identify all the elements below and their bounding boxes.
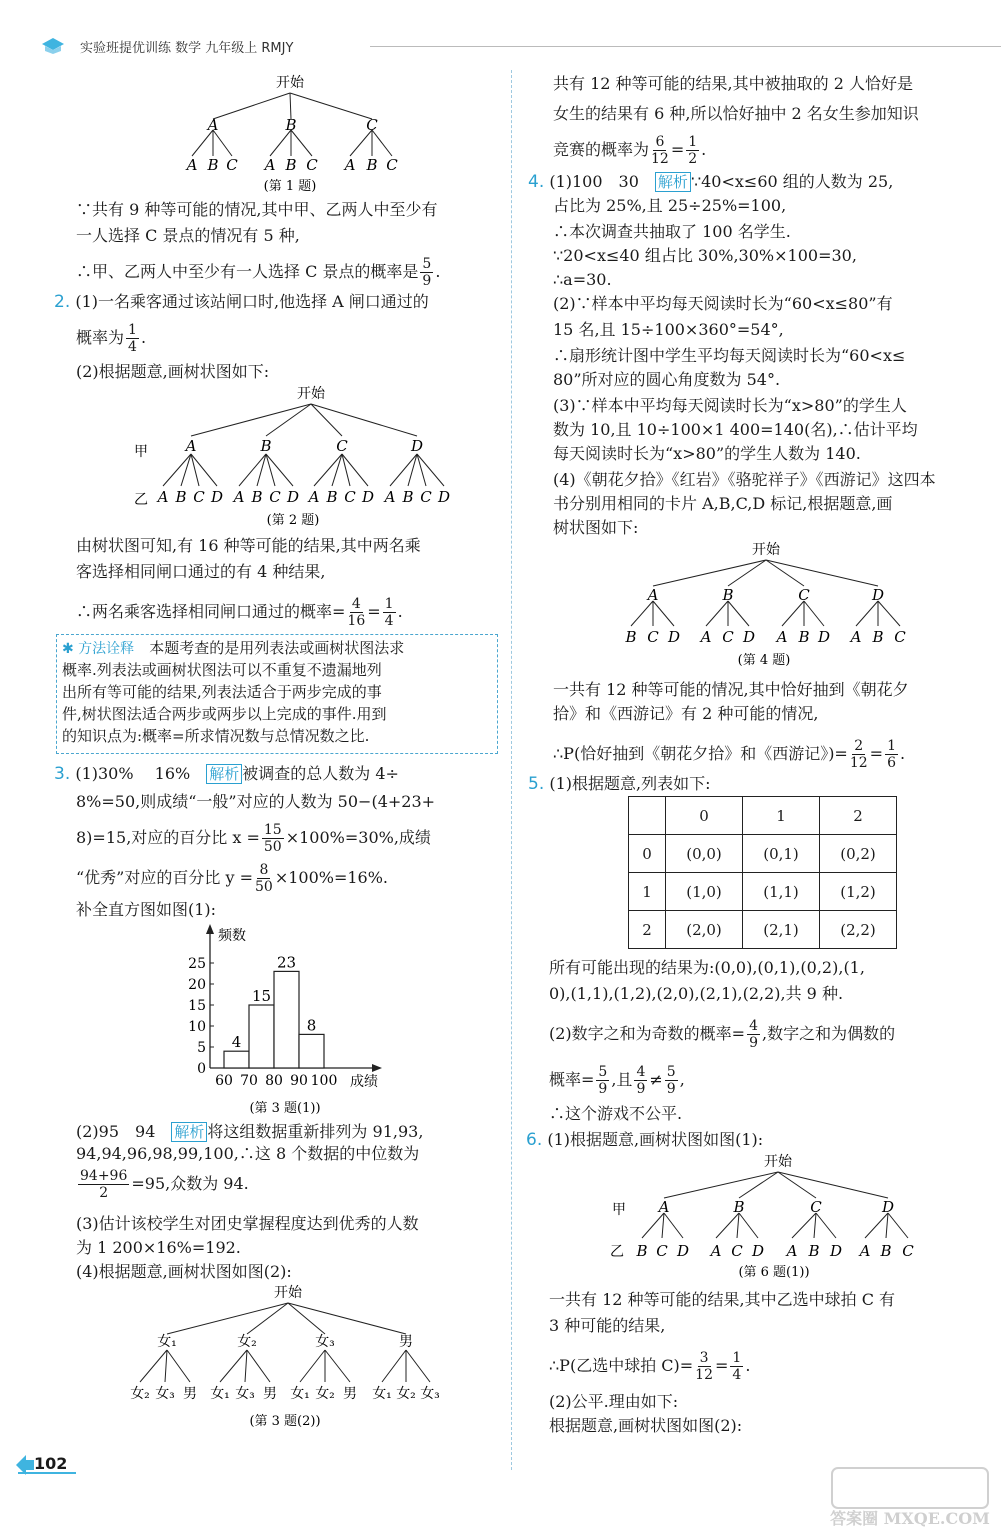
q6-row-label-jia: 甲 [612,1202,626,1218]
q6-line6: 根据题意,画树状图如图(2): [549,1416,743,1435]
q3-line7: 94,94,96,98,99,100,∴这 8 个数据的中位数为 [76,1144,420,1163]
q6-node-b: B [733,1198,745,1216]
q1-leaf: A [344,156,356,174]
table-cell: 2 [629,911,666,949]
page-number: 102 [34,1454,68,1473]
q2-leaf: B [326,488,338,506]
q1-leaf: C [306,156,318,174]
fraction: $\frac{5}{9}$ [422,256,432,289]
analysis-tag: 解析 [655,172,691,192]
hist-bar-label: 23 [276,953,297,972]
q2-line5: 客选择相同闸口通过的有 4 种结果, [76,562,326,581]
q6-line1: 6. (1)根据题意,画树状图如图(1): [526,1130,764,1150]
q6-leaf: D [751,1242,765,1260]
q4-line8: ∴扇形统计图中学生平均每天阅读时长为“60<x≤ [553,346,906,365]
table-cell: 1 [629,873,666,911]
q4-line4: ∵20<x≤40 组占比 30%,30%×100=30, [553,246,857,265]
q4-leaf: B [625,628,637,646]
fraction: $\frac{1}{2}$ [688,134,698,167]
table-cell: (0,1) [743,835,820,873]
fraction: $\frac{15}{50}$ [263,822,282,855]
table-cell: 0 [629,835,666,873]
q6-leaf: B [880,1242,892,1260]
q4-leaf: C [722,628,734,646]
hist-x-tick-label: 60 [215,1073,233,1089]
q4-line13: (4)《朝花夕拾》《红岩》《骆驼祥子》《西游记》这四本 [553,470,936,489]
fraction: $\frac{2}{12}$ [849,738,868,771]
q3-leaf: 女₁ [210,1386,230,1402]
method-line4: 件,树状图法适合两步或两步以上完成的事件.用到 [62,705,387,723]
q2-node-d: D [410,437,424,455]
q4-number: 4. [528,172,545,192]
hist-bar-label: 4 [231,1033,242,1052]
q2-leaf: C [269,488,281,506]
header-rule [370,46,1001,47]
q6-tree-root: 开始 [764,1154,792,1170]
hist-y-tick-label: 20 [188,977,206,993]
q1-node-a: A [207,116,219,134]
q2-leaf: B [251,488,263,506]
q6-leaf: D [829,1242,843,1260]
hist-x-tick-label: 90 [290,1073,308,1089]
q2-leaf: C [193,488,205,506]
q6-node-c: C [810,1198,822,1216]
q6-node-d: D [881,1198,895,1216]
q4-leaf: B [798,628,810,646]
q4-line7: 15 名,且 15÷100×360°=54°, [553,320,784,339]
q4-node-d: D [871,586,885,604]
hist-x-tick-label: 100 [310,1073,338,1089]
q4-line6: (2)∵样本中平均每天阅读时长为“60<x≤80”有 [553,294,893,313]
q3-line6: (2)95 94 解析 将这组数据重新排列为 91,93, [76,1122,424,1141]
q4-node-b: B [722,586,734,604]
q3-line8: $\frac{94+96}{2}$ =95,众数为 94. [80,1168,249,1201]
q6-line2: 一共有 12 种等可能的结果,其中乙选中球拍 C 有 [549,1290,896,1309]
q2-row-label-jia: 甲 [134,444,148,460]
q5-line1: 5. (1)根据题意,列表如下: [528,774,711,794]
fraction: $\frac{6}{12}$ [651,134,669,167]
q2-leaf: D [437,488,451,506]
hist-bar [249,1005,274,1068]
q4-leaf: C [894,628,906,646]
q4-line16: 一共有 12 种等可能的情况,其中恰好抽到《朝花夕 [553,680,909,699]
q3-line9: (3)估计该校学生对团史掌握程度达到优秀的人数 [76,1214,419,1233]
q2-leaf: A [384,488,396,506]
q4-line1: 4. (1)100 30 解析 ∵40<x≤60 组的人数为 25, [528,172,894,192]
q2-leaf: A [157,488,169,506]
q4-leaf: C [647,628,659,646]
fraction: $\frac{1}{4}$ [128,322,137,355]
q3c-line3: 竞赛的概率为 $\frac{6}{12}$ = $\frac{1}{2}$ . [553,134,707,167]
q2-tree-root: 开始 [297,386,325,402]
method-tag: ✱ 方法诠释 [62,641,135,657]
q4-leaf: B [872,628,884,646]
q4-tree-diagram [606,538,922,670]
hist-bar [274,971,299,1068]
q2-line2: 概率为 $\frac{1}{4}$ . [76,322,147,355]
q4-line10: (3)∵样本中平均每天阅读时长为“x>80”的学生人 [553,396,907,415]
q6-leaf: A [710,1242,722,1260]
table-cell: 0 [666,797,743,835]
table-cell: (2,0) [666,911,743,949]
q4-leaf: D [667,628,681,646]
q1-leaf: C [226,156,238,174]
q4-line17: 拾》和《西游记》有 2 种可能的情况, [553,704,819,723]
q2-leaf: C [344,488,356,506]
q3-leaf: 女₃ [420,1386,440,1402]
hist-y-arrow [206,924,214,934]
q4-line5: ∴a=30. [553,270,612,289]
q4-tree-caption: (第 4 题) [737,653,791,668]
analysis-tag: 解析 [171,1122,207,1142]
q6-leaf: A [786,1242,798,1260]
q2-line4: 由树状图可知,有 16 种等可能的结果,其中两名乘 [76,536,421,555]
q1-node-c: C [366,116,378,134]
q3c-line2: 女生的结果有 6 种,所以恰好抽中 2 名女生参加知识 [553,104,919,123]
q2-row-label-yi: 乙 [134,492,148,508]
q2-tree-diagram [128,382,458,530]
q5-line6: ∴这个游戏不公平. [549,1104,683,1123]
q2-number: 2. [54,292,71,312]
q2-leaf: D [286,488,300,506]
q3-tree-caption: (第 3 题(2)) [249,1414,321,1429]
q2-leaf: B [402,488,414,506]
q3-leaf: 男 [343,1386,357,1402]
q4-tree-root: 开始 [752,542,780,558]
table-cell: (1,1) [743,873,820,911]
table-cell: (1,0) [666,873,743,911]
q4-leaf: A [850,628,862,646]
q2-leaf: A [308,488,320,506]
q3-leaf: 女₂ [315,1386,335,1402]
q3-line11: (4)根据题意,画树状图如图(2): [76,1262,292,1281]
q4-line3: ∴本次调查共抽取了 100 名学生. [553,222,791,241]
q1-tree-caption: (第 1 题) [263,179,317,194]
q4-line15: 树状图如下: [553,518,639,537]
svg-text:答案圈 MXQE.COM: 答案圈 MXQE.COM [830,1509,990,1528]
table-cell: (2,1) [743,911,820,949]
q5-line5: 概率= $\frac{5}{9}$ ,且 $\frac{4}{9}$ ≠ $\frac{5}{9}$ , [549,1064,685,1097]
q3-node: 男 [399,1334,413,1350]
method-line5: 的知识点为:概率=所求情况数与总情况数之比. [62,727,370,745]
q6-leaf: C [902,1242,914,1260]
q2-line6: ∴两名乘客选择相同闸口通过的概率= $\frac{4}{16}$ = $\frac{1}{4}$ . [76,596,403,629]
q1-leaf: B [207,156,219,174]
q2-leaf: D [210,488,224,506]
table-cell: (0,2) [820,835,897,873]
q6-line3: 3 种可能的结果, [549,1316,666,1335]
q2-node-c: C [336,437,348,455]
column-divider [511,70,512,1470]
q3-tree-diagram [120,1282,460,1434]
q2-node-b: B [260,437,272,455]
fraction: $\frac{4}{9}$ [749,1018,758,1051]
q3-tree-root: 开始 [274,1285,302,1301]
hist-y-tick-label: 5 [197,1040,206,1056]
hist-bar [299,1034,324,1068]
q6-tree-diagram [606,1150,936,1282]
q2-line1: 2. (1)一名乘客通过该站闸口时,他选择 A 闸口通过的 [54,292,429,312]
table-cell: 2 [820,797,897,835]
header-title: 实验班提优训练 数学 九年级上 RMJY [80,41,294,56]
q3-line1: 3. (1)30% 16% 解析 被调查的总人数为 4÷ [54,764,399,784]
q4-leaf: D [817,628,831,646]
q1-tree-diagram [170,72,410,200]
q2-tree-caption: (第 2 题) [266,513,320,528]
q4-line2: 占比为 25%,且 25÷25%=100, [553,196,787,215]
hist-bar-label: 15 [251,987,272,1005]
method-line1: ✱ 方法诠释 本题考查的是用列表法或画树状图法求 [62,639,405,657]
q4-node-a: A [647,586,659,604]
q4-line9: 80”所对应的圆心角度数为 54°. [553,370,781,389]
hist-y-tick-label: 0 [197,1061,206,1077]
q1-leaf: A [186,156,198,174]
hist-y-tick-label: 25 [188,956,206,972]
q3-leaf: 女₁ [290,1386,310,1402]
analysis-tag: 解析 [206,764,242,784]
q5-number: 5. [528,774,545,794]
q5-line4: (2)数字之和为奇数的概率= $\frac{4}{9}$ ,数字之和为偶数的 [549,1018,896,1051]
q5-line3: 0),(1,1),(1,2),(2,0),(2,1),(2,2),共 9 种. [549,984,844,1003]
hist-x-arrow [372,1064,382,1072]
q6-leaf: B [636,1242,648,1260]
q6-leaf: C [656,1242,668,1260]
q6-row-label-yi: 乙 [610,1244,624,1260]
fraction: $\frac{1}{4}$ [384,596,394,629]
q6-tree-caption: (第 6 题(1)) [738,1265,810,1280]
q1-line1: ∵共有 9 种等可能的情况,其中甲、乙两人中至少有 [76,200,438,219]
table-cell: (2,2) [820,911,897,949]
q3-leaf: 男 [263,1386,277,1402]
q1-node-b: B [285,116,297,134]
method-line3: 出所有等可能的结果,列表法适合于两步完成的事 [62,683,382,701]
q3-number: 3. [54,764,71,784]
q6-line5: (2)公平.理由如下: [549,1392,679,1411]
q4-line18: ∴P(恰好抽到《朝花夕拾》和《西游记》)= $\frac{2}{12}$ = $\frac{1}{6}$ . [553,738,906,771]
q5-line2: 所有可能出现的结果为:(0,0),(0,1),(0,2),(1, [549,958,865,977]
q3-leaf: 女₃ [155,1386,175,1402]
q1-leaf: B [285,156,297,174]
q1-line3-text: ∴甲、乙两人中至少有一人选择 C 景点的概率是 [76,262,419,281]
watermark-logo [830,1466,990,1530]
q6-leaf: C [731,1242,743,1260]
q6-leaf: B [808,1242,820,1260]
q4-node-c: C [798,586,810,604]
q3-line5: 补全直方图如图(1): [76,900,217,919]
table-row [629,911,897,949]
q1-line2: 一人选择 C 景点的情况有 5 种, [76,226,300,245]
q3-leaf: 女₃ [235,1386,255,1402]
table-row [629,873,897,911]
q2-line3: (2)根据题意,画树状图如下: [76,362,270,381]
table-row [629,835,897,873]
table-cell: (0,0) [666,835,743,873]
q3c-line1: 共有 12 种等可能的结果,其中被抽取的 2 人恰好是 [553,74,913,93]
q3-line2: 8%=50,则成绩“一般”对应的人数为 50−(4+23+ [76,792,436,811]
fraction: $\frac{3}{12}$ [695,1350,713,1383]
q4-line12: 每天阅读时长为“x>80”的学生人数为 140. [553,444,861,463]
fraction: $\frac{8}{50}$ [254,862,273,895]
hist-y-tick-label: 10 [188,1019,206,1035]
q1-line3: ∴甲、乙两人中至少有一人选择 C 景点的概率是 $\frac{5}{9}$ . [76,256,441,289]
q2-leaf: C [420,488,432,506]
q3-node: 女₃ [315,1334,335,1350]
q3-leaf: 女₂ [396,1386,416,1402]
hist-x-label: 成绩 [350,1074,378,1090]
fraction: $\frac{1}{4}$ [732,1350,742,1383]
q5-table [628,796,897,949]
q4-leaf: A [700,628,712,646]
q3-node: 女₁ [157,1334,177,1350]
hist-caption: (第 3 题(1)) [249,1101,321,1116]
q6-node-a: A [658,1198,670,1216]
fraction: $\frac{5}{9}$ [598,1064,608,1097]
q1-leaf: B [366,156,378,174]
fraction: $\frac{94+96}{2}$ [80,1168,128,1201]
q3-node: 女₂ [237,1334,257,1350]
q6-leaf: D [676,1242,690,1260]
fraction: $\frac{4}{16}$ [347,596,366,629]
q6-leaf: A [859,1242,871,1260]
logo-icon [40,36,66,54]
q3-line3: 8)=15,对应的百分比 x = $\frac{15}{50}$ ×100%=30%,成绩 [76,822,431,855]
q1-tree-root: 开始 [276,75,304,91]
hist-bar [224,1051,249,1068]
q1-leaf: A [264,156,276,174]
q2-leaf: A [233,488,245,506]
page-header [40,36,980,58]
q2-leaf: B [175,488,187,506]
q3-line10: 为 1 200×16%=192. [76,1238,241,1257]
hist-x-tick-label: 70 [240,1073,258,1089]
hist-bar-label: 8 [306,1016,317,1035]
table-cell: 1 [743,797,820,835]
q3-leaf: 女₁ [372,1386,392,1402]
q3-leaf: 女₂ [130,1386,150,1402]
table-cell [629,797,666,835]
method-line2: 概率.列表法或画树状图法可以不重复不遗漏地列 [62,661,382,679]
q4-leaf: A [776,628,788,646]
q6-number: 6. [526,1130,543,1150]
q1-leaf: C [386,156,398,174]
q2-node-a: A [185,437,197,455]
hist-y-tick-label: 15 [188,998,206,1014]
q6-line4: ∴P(乙选中球拍 C)= $\frac{3}{12}$ = $\frac{1}{4}$ . [549,1350,751,1383]
table-cell: (1,2) [820,873,897,911]
histogram-chart [180,920,420,1120]
table-header-row [629,797,897,835]
q4-line14: 书分别用相同的卡片 A,B,C,D 标记,根据题意,画 [553,494,893,513]
q4-leaf: D [742,628,756,646]
q4-line11: 数为 10,且 10÷100×1 400=140(名),∴估计平均 [553,420,918,439]
fraction: $\frac{4}{9}$ [636,1064,646,1097]
hist-y-label: 频数 [218,928,246,944]
q3-leaf: 男 [183,1386,197,1402]
q2-leaf: D [361,488,375,506]
hist-x-tick-label: 80 [265,1073,283,1089]
fraction: $\frac{1}{6}$ [887,738,896,771]
fraction: $\frac{5}{9}$ [666,1064,676,1097]
q3-line4: “优秀”对应的百分比 y = $\frac{8}{50}$ ×100%=16%. [76,862,389,895]
